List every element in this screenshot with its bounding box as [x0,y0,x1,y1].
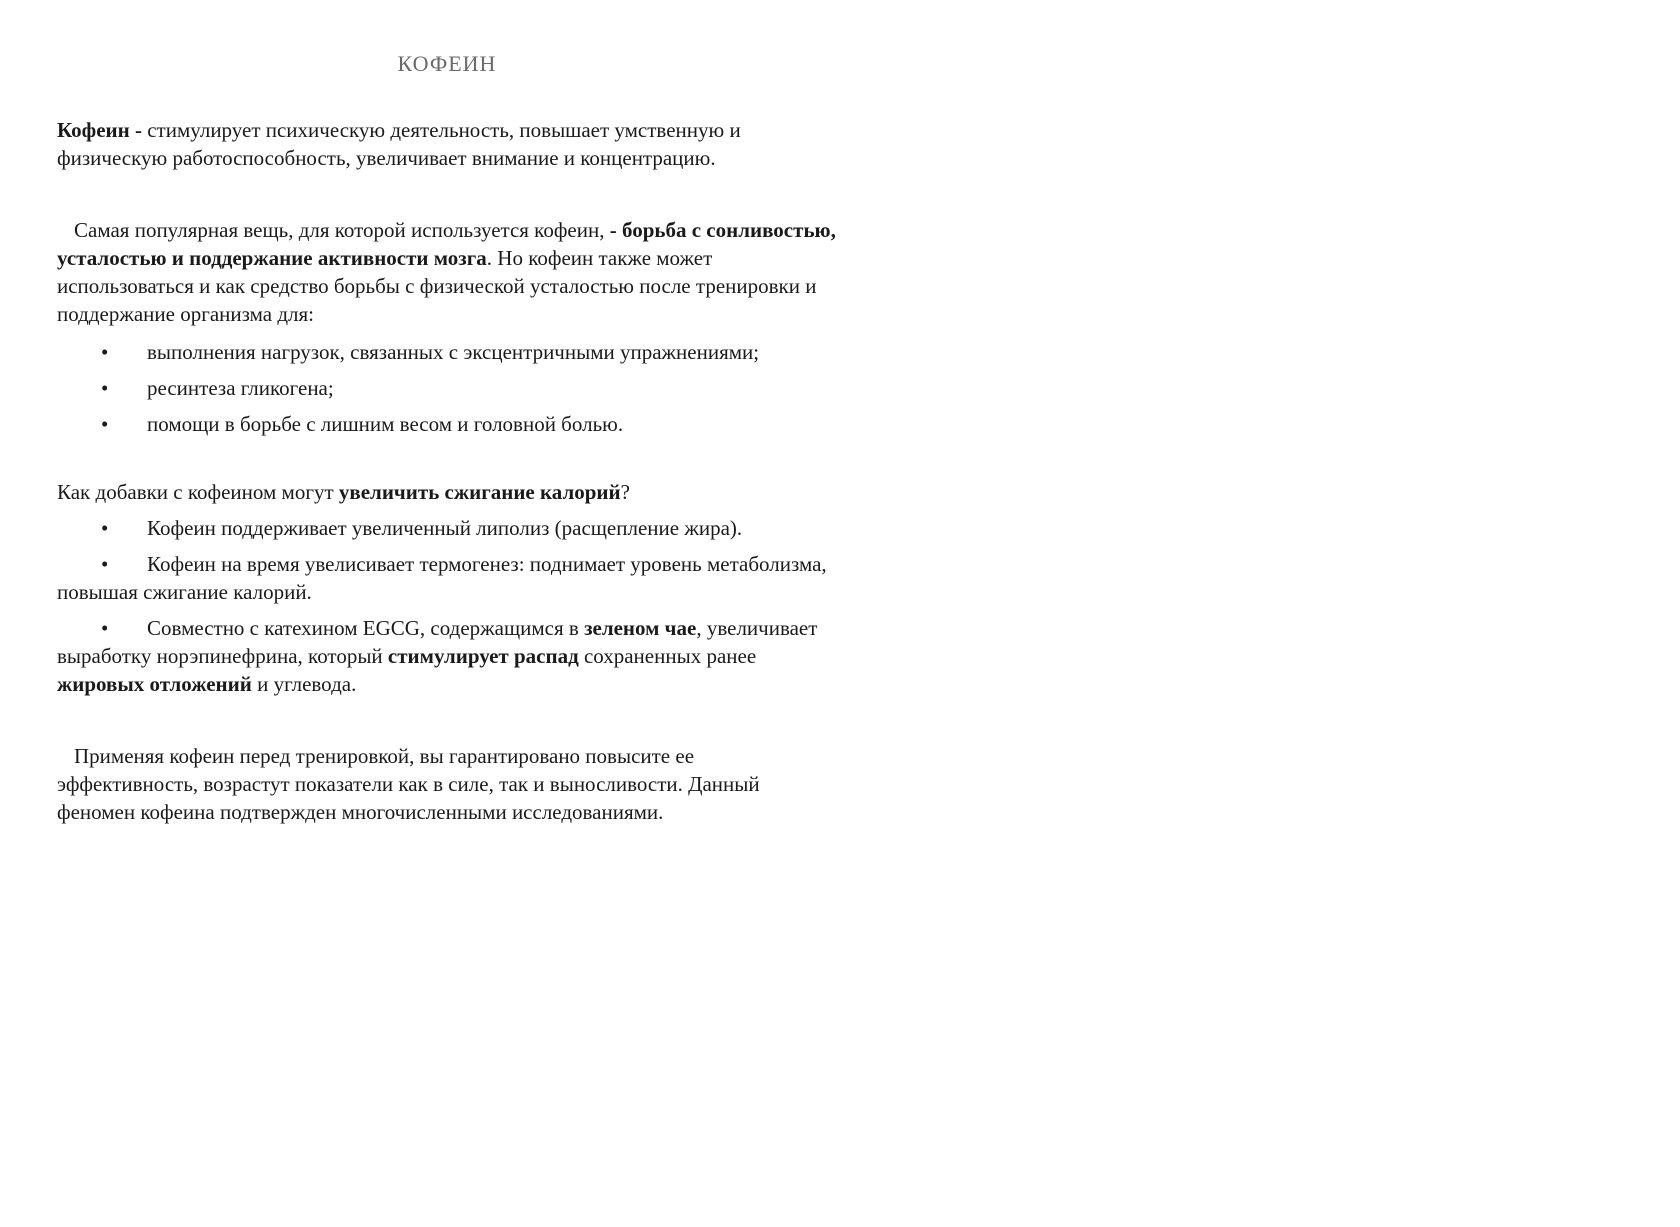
list-item [57,550,837,606]
question-text-2: ? [620,480,630,504]
usage-emphasis: - борьба с сонливостью, усталостью и поддержание активности мозга [57,218,836,270]
list-item-text: ресинтеза гликогена; [147,376,334,400]
usage-paragraph [57,216,837,328]
calories-section [57,478,837,698]
list-item [57,338,837,366]
bullet-marker: • [101,516,109,540]
question-emphasis: увеличить сжигание калорий [338,480,621,504]
usage-text-2: . Но кофеин также может использоваться и как средство борьбы с физической усталостью после тренировки и поддержание организма для: [57,246,817,326]
list-item [57,514,837,542]
intro-text: стимулирует психическую деятельность, повышает умственную и физическую работоспособность, увеличивает внимание и концентрацию. [57,118,741,170]
list-item [57,374,837,402]
list-item-text-2: , увеличивает выработку норэпинефрина, который [57,616,818,668]
intro-term: Кофеин - [57,118,142,142]
bullet-marker: • [101,376,109,400]
calories-question [57,478,837,506]
list-item-text-4: и углевода. [251,672,357,696]
page-title: КОФЕИН [397,51,497,76]
usage-list [57,338,837,438]
list-item-text: помощи в борьбе с лишним весом и головной болью. [147,412,624,436]
list-item [57,410,837,438]
green-tea-emphasis: зеленом чае [584,616,697,640]
question-text-1: Как добавки с кофеином могут [57,480,339,504]
usage-section [57,216,837,438]
list-item-text-3: сохраненных ранее [578,644,757,668]
list-item-text: Кофеин на время увелисивает термогенез: поднимает уровень метаболизма, повышая сжигание калорий. [57,552,827,604]
closing-paragraph: Применяя кофеин перед тренировкой, вы гарантировано повысите ее эффективность, возрастут показатели как в силе, так и выносливости. Данный феномен кофеина подтвержден многочисленными исследованиями. [57,744,760,824]
calories-list [57,514,837,698]
usage-text-1: Самая популярная вещь, для которой используется кофеин, [74,218,605,242]
bullet-marker: • [101,412,109,436]
list-item [57,614,837,698]
list-item-text: Кофеин поддерживает увеличенный липолиз (расщепление жира). [147,516,743,540]
list-item-text-1: Совместно с катехином EGCG, содержащимся в [147,616,585,640]
intro-paragraph [57,116,837,172]
fat-deposits-emphasis: жировых отложений [57,672,252,696]
bullet-marker: • [101,616,109,640]
document-body [57,50,837,826]
bullet-marker: • [101,340,109,364]
list-item-text: выполнения нагрузок, связанных с эксцентричными упражнениями; [147,340,760,364]
breakdown-emphasis: стимулирует распад [387,644,579,668]
bullet-marker: • [101,552,109,576]
